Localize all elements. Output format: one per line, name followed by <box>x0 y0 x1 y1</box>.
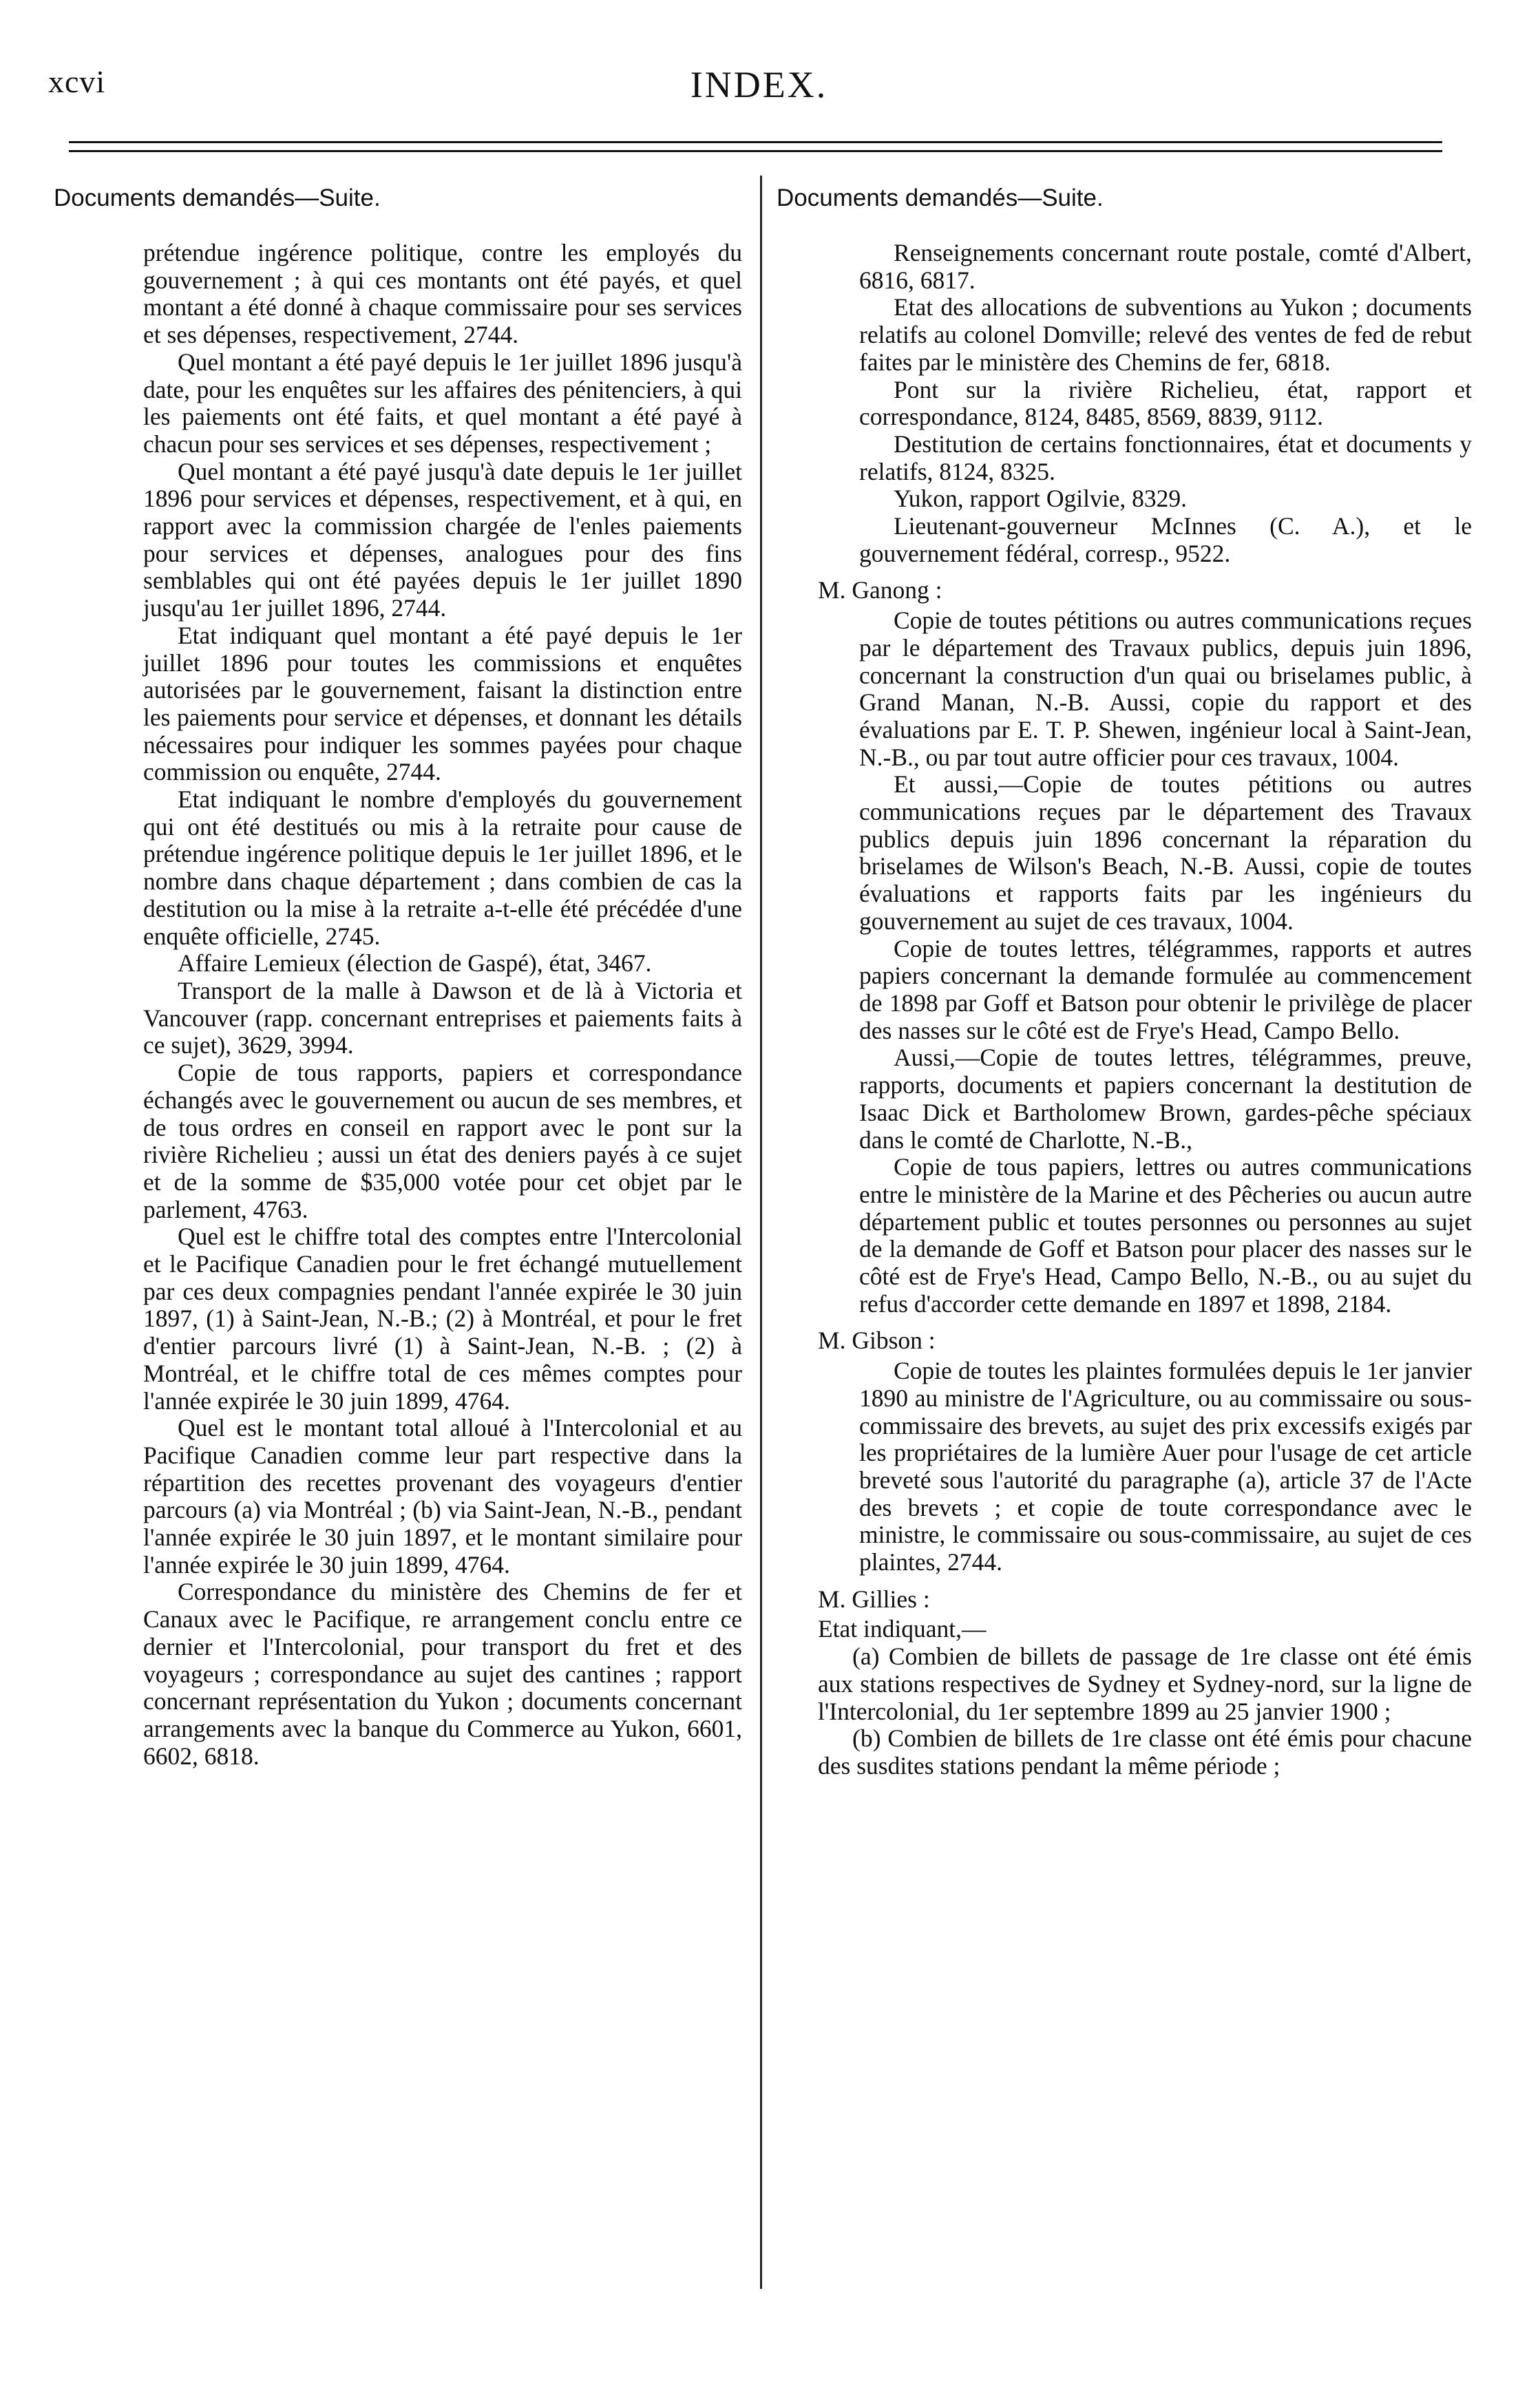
index-entry: Yukon, rapport Ogilvie, 8329. <box>894 485 1187 513</box>
gillies-entry-list <box>777 1616 1472 1779</box>
left-entry-list <box>54 240 742 1770</box>
ganong-entry-list <box>777 607 1472 1318</box>
index-entry: Renseignements concernant route postale, comté d'Albert, 6816, 6817. <box>859 239 1472 294</box>
index-entry: Etat des allocations de subventions au Yukon ; documents relatifs au colonel Domville; relevé des ventes de fed de rebut faites par le ministère des Chemins de fer, 6818. <box>859 293 1472 376</box>
column-divider <box>760 176 762 2289</box>
index-entry: (a) Combien de billets de passage de 1re classe ont été émis aux stations respectives de Sydney et Sydney-nord, sur la ligne de l'Intercolonial, du 1er septembre 1899 au 25 janvier 1900 ; <box>818 1643 1472 1725</box>
index-entry: Etat indiquant le nombre d'employés du gouvernement qui ont été destitués ou mis à la retraite pour cause de prétendue ingérence politique depuis le 1er juillet 1896, et le nombre dans chaque département ; dans combien de cas la destitution ou la mise à la retraite a-t-elle été précédée d'une enquête officielle, 2745. <box>143 785 742 950</box>
index-entry: prétendue ingérence politique, contre les employés du gouvernement ; à qui ces montants ont été payés, et quel montant a été donné à chaque commissaire pour ses services et ses dépenses, respectivement, 2744. <box>143 239 742 349</box>
header-rule-top <box>69 141 1442 143</box>
index-entry: Pont sur la rivière Richelieu, état, rapport et correspondance, 8124, 8485, 8569, 8839, 9112. <box>859 375 1472 431</box>
member-heading-gillies: M. Gillies : <box>818 1585 930 1613</box>
index-entry: Et aussi,—Copie de toutes pétitions ou autres communications reçues par le département des Travaux publics depuis juin 1896 concernant la réparation du briselames de Wilson's Beach, N.-B. Aussi, copie de toutes évaluations et rapports faits par les ingénieurs du gouvernement au sujet de ces travaux, 1004. <box>859 770 1472 935</box>
index-entry: Copie de tous rapports, papiers et correspondance échangés avec le gouvernement ou aucun de ses membres, et de tous ordres en conseil en rapport avec le pont sur la rivière Richelieu ; aussi un état des deniers payés à ce sujet et de la somme de $35,000 votée pour cet objet par le parlement, 4763. <box>143 1059 742 1223</box>
index-entry: Copie de toutes pétitions ou autres communications reçues par le département des Travaux publics, depuis juin 1896, concernant la construction d'un quai ou briselames public, à Grand Manan, N.-B. Aussi, copie du rapport et des évaluations par E. T. P. Shewen, ingénieur local à Saint-Jean, N.-B., ou par tout autre officier pour ces travaux, 1004. <box>859 606 1472 771</box>
index-entry: Copie de toutes lettres, télégrammes, rapports et autres papiers concernant la demande formulée au commencement de 1898 par Goff et Batson pour obtenir le privilège de placer des nasses sur le côté est de Frye's Head, Campo Bello. <box>859 934 1472 1044</box>
member-heading-ganong: M. Ganong : <box>818 576 942 604</box>
index-entry: (b) Combien de billets de 1re classe ont été émis pour chacune des susdites stations pendant la même période ; <box>818 1724 1472 1779</box>
index-entry: Copie de tous papiers, lettres ou autres communications entre le ministère de la Marine et des Pêcheries ou aucun autre département public et toutes personnes ou personnes au sujet de la demande de Goff et Batson pour placer des nasses sur le côté est de Frye's Head, Campo Bello, N.-B., ou au sujet du refus d'accorder cette demande en 1897 et 1898, 2184. <box>859 1153 1472 1318</box>
right-column <box>777 184 1472 1780</box>
right-column-heading: Documents demandés—Suite. <box>777 184 1104 211</box>
left-column <box>54 184 742 1770</box>
index-entry: Affaire Lemieux (élection de Gaspé), état, 3467. <box>178 949 652 978</box>
index-entry: Aussi,—Copie de toutes lettres, télégrammes, preuve, rapports, documents et papiers concernant la destitution de Isaac Dick et Bartholomew Brown, gardes-pêche spéciaux dans le comté de Charlotte, N.-B., <box>859 1044 1472 1154</box>
index-entry: Quel est le chiffre total des comptes entre l'Intercolonial et le Pacifique Canadien pour le fret échangé mutuellement par ces deux compagnies pendant l'année expirée le 30 juin 1897, (1) à Saint-Jean, N.-B.; (2) à Montréal, et pour le fret d'entier parcours livré (1) à Saint-Jean, N.-B. ; (2) à Montréal, et le chiffre total de ces mêmes comptes pour l'année expirée le 30 juin 1899, 4764. <box>143 1223 742 1415</box>
member-heading-gibson: M. Gibson : <box>818 1327 936 1355</box>
index-entry: Transport de la malle à Dawson et de là à Victoria et Vancouver (rapp. concernant entreprises et paiements faits à ce sujet), 3629, 3994. <box>143 976 742 1059</box>
index-entry: Quel montant a été payé jusqu'à date depuis le 1er juillet 1896 pour services et dépenses, respectivement, et à qui, en rapport avec la commission chargée de l'enles paiements pour services et dépenses, analogues pour des fins semblables qui ont été payées depuis le 1er juillet 1890 jusqu'au 1er juillet 1896, 2744. <box>143 457 742 622</box>
index-entry: Lieutenant-gouverneur McInnes (C. A.), et le gouvernement fédéral, corresp., 9522. <box>859 512 1472 567</box>
index-entry: Correspondance du ministère des Chemins de fer et Canaux avec le Pacifique, re arrangement conclu entre ce dernier et l'Intercolonial, pour transport du fret et des voyageurs ; correspondance au sujet des cantines ; rapport concernant représentation du Yukon ; documents concernant arrangements avec la banque du Commerce au Yukon, 6601, 6602, 6818. <box>143 1578 742 1770</box>
index-entry: Quel est le montant total alloué à l'Intercolonial et au Pacifique Canadien comme leur part respective dans la répartition des recettes provenant des voyageurs d'entier parcours (a) via Montréal ; (b) via Saint-Jean, N.-B., pendant l'année expirée le 30 juin 1897, et le montant similaire pour l'année expirée le 30 juin 1899, 4764. <box>143 1414 742 1578</box>
page-number: xcvi <box>48 64 106 99</box>
index-entry: Etat indiquant,— <box>818 1615 987 1643</box>
index-entry: Copie de toutes les plaintes formulées depuis le 1er janvier 1890 au ministre de l'Agriculture, ou au commissaire ou sous-commissaire des brevets, au sujet des prix excessifs exigés par les propriétaires de la lumière Auer pour l'usage de cet article breveté sous l'autorité du paragraphe (a), article 37 de l'Acte des brevets ; et copie de toute correspondance avec le ministre, le commissaire ou sous-commissaire, au sujet de ces plaintes, 2744. <box>859 1357 1472 1576</box>
page-title: INDEX. <box>690 64 828 105</box>
gibson-entry-list <box>777 1358 1472 1576</box>
index-entry: Destitution de certains fonctionnaires, état et documents y relatifs, 8124, 8325. <box>859 430 1472 485</box>
index-entry: Etat indiquant quel montant a été payé depuis le 1er juillet 1896 pour toutes les commissions et enquêtes autorisées par le gouvernement, faisant la distinction entre les paiements pour service et dépenses, et donnant les détails nécessaires pour indiquer les sommes payées pour chaque commission ou enquête, 2744. <box>143 621 742 786</box>
right-entry-list <box>777 240 1472 567</box>
left-column-heading: Documents demandés—Suite. <box>54 184 381 211</box>
index-entry: Quel montant a été payé depuis le 1er juillet 1896 jusqu'à date, pour les enquêtes sur les affaires des pénitenciers, à qui les paiements ont été faits, et quel montant a été payé à chacun pour ses services et ses dépenses, respectivement ; <box>143 348 742 458</box>
header-rule-bottom <box>69 150 1442 152</box>
